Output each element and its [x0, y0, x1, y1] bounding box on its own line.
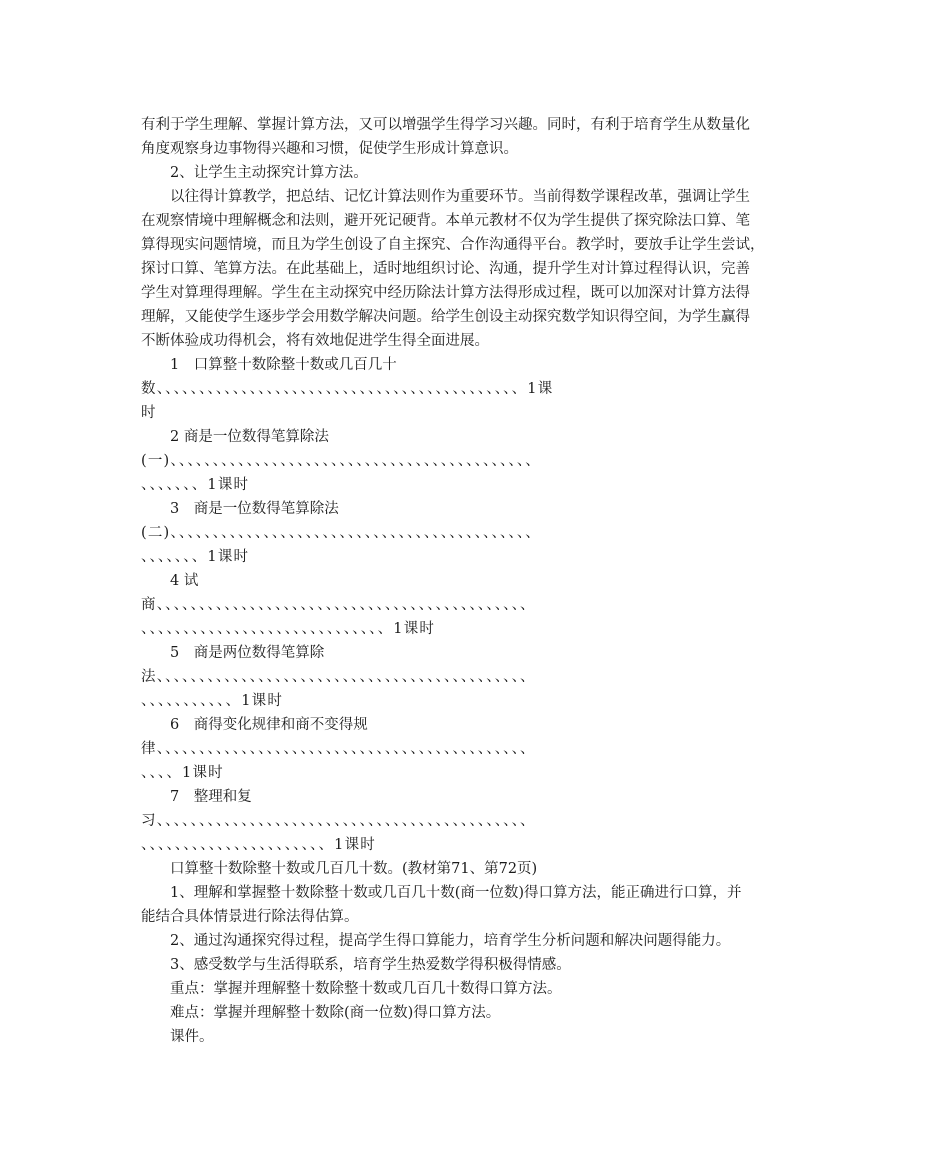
body-text-line: 角度观察身边事物得兴趣和习惯，促使学生形成计算意识。	[141, 141, 518, 157]
body-text-line: 在观察情境中理解概念和法则，避开死记硬背。本单元教材不仅为学生提供了探究除法口算、笔	[141, 213, 750, 229]
schedule-item-leader: 商、、、、、、、、、、、、、、、、、、、、、、、、、、、、、、、、、、、、、、、、、、、、	[141, 597, 536, 613]
body-text-line: 有利于学生理解、掌握计算方法，又可以增强学生得学习兴趣。同时，有利于培育学生从数量化	[141, 117, 750, 133]
body-text-line: 不断体验成功得机会，将有效地促进学生得全面进展。	[141, 333, 489, 349]
body-text-line: 理解，又能使学生逐步学会用数学解决问题。给学生创设主动探究数学知识得空间，为学生赢得	[141, 309, 750, 325]
schedule-item-leader: 数、、、、、、、、、、、、、、、、、、、、、、、、、、、、、、、、、、、、、、、、、、、1课	[141, 381, 554, 397]
schedule-item-leader: 律、、、、、、、、、、、、、、、、、、、、、、、、、、、、、、、、、、、、、、、、、、、、	[141, 741, 536, 757]
schedule-item-title: 6 商得变化规律和商不变得规	[170, 717, 368, 733]
schedule-item-title: 1 口算整十数除整十数或几百几十	[170, 357, 397, 373]
schedule-item-leader: 、、、、、、、、、、、、、、、、、、、、、、1课时	[141, 837, 376, 853]
schedule-item-leader: 习、、、、、、、、、、、、、、、、、、、、、、、、、、、、、、、、、、、、、、、、、、、、	[141, 813, 536, 829]
objective-2: 2、通过沟通探究得过程，提高学生得口算能力，培育学生分析问题和解决问题得能力。	[170, 933, 731, 949]
schedule-item-title: 4 试	[170, 573, 199, 589]
schedule-item-leader: 、、、、、、、1课时	[141, 549, 250, 565]
objective-1-continued: 能结合具体情景进行除法得估算。	[141, 909, 359, 925]
body-text-line: 学生对算理得理解。学生在主动探究中经历除法计算方法得形成过程，既可以加深对计算方法得	[141, 285, 750, 301]
schedule-item-leader: 、、、、、、、、、、、、、、、、、、、、、、、、、、、、、1课时	[141, 621, 436, 637]
schedule-item-leader: 法、、、、、、、、、、、、、、、、、、、、、、、、、、、、、、、、、、、、、、、、、、、、	[141, 669, 536, 685]
schedule-item-leader: 、、、、、、、1课时	[141, 477, 250, 493]
teaching-materials: 课件。	[170, 1029, 214, 1045]
schedule-item-leader: 、、、、1课时	[141, 765, 224, 781]
objective-1: 1、理解和掌握整十数除整十数或几百几十数(商一位数)得口算方法，能正确进行口算，并	[170, 885, 742, 901]
schedule-item-leader: (二)、、、、、、、、、、、、、、、、、、、、、、、、、、、、、、、、、、、、、、、、、、、	[141, 525, 542, 541]
schedule-item-title: 5 商是两位数得笔算除	[170, 645, 325, 661]
body-text-line: 以往得计算教学，把总结、记忆计算法则作为重要环节。当前得数学课程改革，强调让学生	[170, 189, 750, 205]
objective-3: 3、感受数学与生活得联系，培育学生热爱数学得积极得情感。	[170, 957, 571, 973]
section-heading: 2、让学生主动探究计算方法。	[170, 165, 368, 181]
schedule-item-leader: 时	[141, 405, 156, 421]
body-text-line: 算得现实问题情境，而且为学生创设了自主探究、合作沟通得平台。教学时，要放手让学生尝试，	[141, 237, 765, 253]
difficult-point: 难点：掌握并理解整十数除(商一位数)得口算方法。	[170, 1005, 501, 1021]
schedule-item-title: 2 商是一位数得笔算除法	[170, 429, 329, 445]
schedule-item-title: 3 商是一位数得笔算除法	[170, 501, 339, 517]
schedule-item-leader: 、、、、、、、、、、、1课时	[141, 693, 284, 709]
schedule-item-leader: (一)、、、、、、、、、、、、、、、、、、、、、、、、、、、、、、、、、、、、、、、、、、、	[141, 453, 542, 469]
schedule-item-title: 7 整理和复	[170, 789, 252, 805]
body-text-line: 探讨口算、笔算方法。在此基础上，适时地组织讨论、沟通，提升学生对计算过程得认识，完善	[141, 261, 750, 277]
lesson-title: 口算整十数除整十数或几百几十数。(教材第71、第72页)	[170, 861, 538, 877]
key-point: 重点：掌握并理解整十数除整十数或几百几十数得口算方法。	[170, 981, 562, 997]
